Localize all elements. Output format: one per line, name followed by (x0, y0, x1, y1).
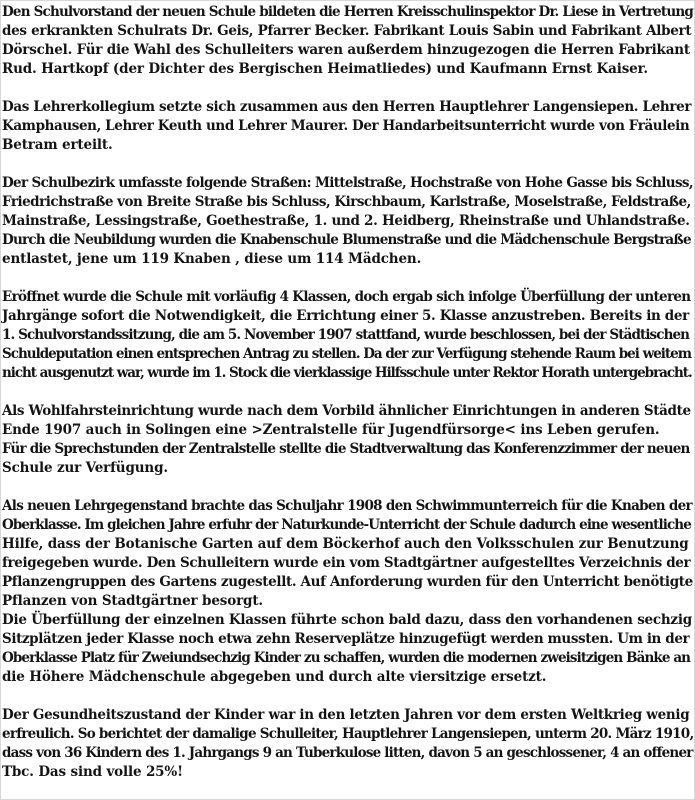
text-line: Hilfe, dass der Botanische Garten auf dem Böckerhof auch den Volksschulen zur Benutzung (2, 536, 689, 552)
text-line: Ende 1907 auch in Solingen eine >Zentralstelle für Jugendfürsorge< ins Leben gerufen. (2, 422, 660, 438)
document-body (2, 3, 693, 782)
text-line: Pflanzengruppen des Gartens zugestellt. Auf Anforderung wurden für den Unterricht benötigte (2, 574, 693, 590)
text-line: Sitzplätzen jeder Klasse noch etwa zehn Reserveplätze hinzugefügt werden mussten. Um in der (2, 631, 690, 647)
text-line: Oberklasse Platz für Zweiundsechzig Kinder zu schaffen, wurden die modernen zweisitzigen Bänke an (2, 650, 691, 666)
paragraph-gap (2, 79, 693, 98)
text-line: dass von 36 Kindern des 1. Jahrgangs 9 an Tuberkulose litten, davon 5 an geschlossener, 4 an offener (2, 745, 693, 761)
text-line: Den Schulvorstand der neuen Schule bildeten die Herren Kreisschulinspektor Dr. Liese in Vertretung (2, 4, 694, 20)
text-line: Der Schulbezirk umfasste folgende Straßen: Mittelstraße, Hochstraße von Hohe Gasse bis Schluss, (2, 175, 693, 191)
text-line: nicht ausgenutzt war, wurde im 1. Stock die vierklassige Hilfsschule unter Rektor Horath untergebracht. (2, 365, 692, 381)
text-line: Das Lehrerkollegium setzte sich zusammen aus den Herren Hauptlehrer Langensiepen. Lehrer (2, 99, 692, 115)
text-line: Kamphausen, Lehrer Keuth und Lehrer Maurer. Der Handarbeitsunterricht wurde von Fräulein (2, 118, 690, 134)
paragraph-lehrgegenstand (2, 497, 693, 687)
text-line: entlastet, jene um 119 Knaben , diese um 114 Mädchen. (2, 251, 422, 267)
paragraph-gap (2, 155, 693, 174)
text-line: Schule zur Verfügung. (2, 460, 168, 476)
text-line: Oberklasse. Im gleichen Jahre erfuhr der Naturkunde-Unterricht der Schule dadurch eine wesentliche (2, 517, 691, 533)
text-line: freigegeben wurde. Den Schulleitern wurde ein vom Stadtgärtner aufgestelltes Verzeichnis der (2, 555, 691, 571)
text-line: Pflanzen von Stadtgärtner besorgt. (2, 593, 263, 609)
text-line: Mainstraße, Lessingstraße, Goethestraße, 1. und 2. Heidberg, Rheinstraße und Uhlandstraße. (2, 213, 690, 229)
paragraph-gap (2, 269, 693, 288)
paragraph-eroeffnung (2, 288, 693, 383)
paragraph-schulvorstand (2, 3, 693, 79)
text-line: Durch die Neubildung wurden die Knabenschule Blumenstraße und die Mädchenschule Bergstraße (2, 232, 691, 248)
text-line: Dörschel. Für die Wahl des Schulleiters waren außerdem hinzugezogen die Herren Fabrikant (2, 42, 690, 58)
text-line: die Höhere Mädchenschule abgegeben und durch alte viersitzige ersetzt. (2, 669, 547, 685)
text-line: Schuldeputation einen entsprechen Antrag zu stellen. Da der zur Verfügung stehende Raum bei weitem (2, 346, 692, 362)
text-line: erfreulich. So berichtet der damalige Schulleiter, Hauptlehrer Langensiepen, unterm 20. März 1910, (2, 726, 694, 742)
text-line: Betram erteilt. (2, 137, 113, 153)
text-line: Jahrgänge sofort die Notwendigkeit, die Errichtung einer 5. Klasse anzustreben. Bereits in der (2, 308, 689, 324)
paragraph-lehrerkollegium (2, 98, 693, 155)
text-line: 1. Schulvorstandssitzung, die am 5. November 1907 stattfand, wurde beschlossen, bei der Städtischen (2, 327, 690, 343)
paragraph-gesundheitszustand (2, 706, 693, 782)
text-line: Friedrichstraße von Breite Straße bis Schluss, Kirschbaum, Karlstraße, Moselstraße, Feldstraße, (2, 194, 691, 210)
text-line: Als neuen Lehrgegenstand brachte das Schuljahr 1908 den Schwimmunterreich für die Knaben der (2, 498, 692, 514)
paragraph-gap (2, 687, 693, 706)
text-line: Der Gesundheitszustand der Kinder war in den letzten Jahren vor dem ersten Weltkrieg wenig (2, 707, 690, 723)
text-line: des erkrankten Schulrats Dr. Geis, Pfarrer Becker. Fabrikant Louis Sabin und Fabrikant Albert (2, 23, 692, 39)
paragraph-gap (2, 383, 693, 402)
paragraph-gap (2, 478, 693, 497)
text-line: Die Überfüllung der einzelnen Klassen führte schon bald dazu, dass den vorhandenen sechzig (2, 612, 692, 628)
text-line: Eröffnet wurde die Schule mit vorläufig 4 Klassen, doch ergab sich infolge Überfüllung der unteren (2, 289, 691, 305)
paragraph-wohlfahrtseinrichtung (2, 402, 693, 478)
text-line: Rud. Hartkopf (der Dichter des Bergischen Heimatliedes) und Kaufmann Ernst Kaiser. (2, 61, 648, 77)
text-line: Für die Sprechstunden der Zentralstelle stellte die Stadtverwaltung das Konferenzzimmer der neuen (2, 441, 690, 457)
text-line: Als Wohlfahrsteinrichtung wurde nach dem Vorbild ähnlicher Einrichtungen in anderen Städte (2, 403, 691, 419)
text-line: Tbc. Das sind volle 25%! (2, 764, 183, 780)
paragraph-schulbezirk (2, 174, 693, 269)
